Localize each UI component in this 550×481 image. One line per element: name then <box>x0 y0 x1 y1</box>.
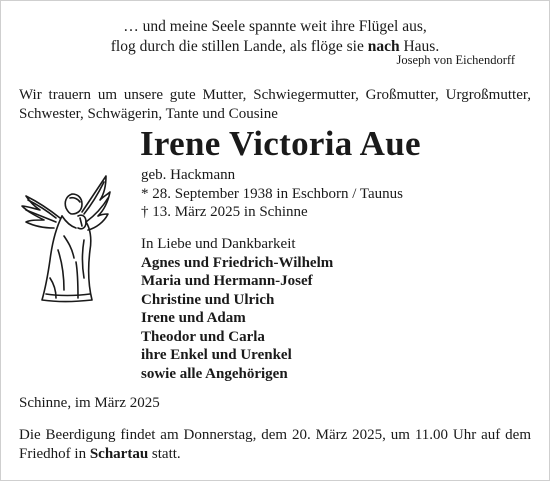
funeral-line-1: Die Beerdigung findet am Donnerstag, dem 20. März 2025, um 11.00 Uhr auf dem <box>19 427 531 443</box>
mourner-line: Christine und Ulrich <box>141 291 275 308</box>
mourner-line: ihre Enkel und Urenkel <box>141 347 292 363</box>
mourners-list <box>141 235 333 383</box>
deceased-name: Irene Victoria Aue <box>140 124 421 163</box>
funeral-line-2-end: statt. <box>148 446 181 462</box>
praying-angel-icon <box>20 166 112 306</box>
birth-date: * 28. September 1938 in Eschborn / Taunus <box>141 185 403 202</box>
funeral-line-2-start: Friedhof in <box>19 446 90 462</box>
funeral-line-2 <box>19 445 531 464</box>
mourner-line: Theodor und Carla <box>141 328 265 345</box>
mourner-line: Agnes und Friedrich-Wilhelm <box>141 254 334 271</box>
mourner-line: Maria und Hermann-Josef <box>141 273 313 289</box>
poem-line-2-start: flog durch die stillen Lande, als flöge sie <box>110 38 368 55</box>
poem-line-2-end: Haus. <box>399 38 440 55</box>
intro-line-2: Schwester, Schwägerin, Tante und Cousine <box>19 105 278 122</box>
intro-text <box>19 86 531 123</box>
poem <box>0 17 550 57</box>
poem-author: Joseph von Eichendorff <box>396 53 515 67</box>
death-date: † 13. März 2025 in Schinne <box>141 204 308 220</box>
funeral-place: Schartau <box>89 446 149 462</box>
poem-line-1: … und meine Seele spannte weit ihre Flügel aus, <box>123 18 427 35</box>
mourner-line: sowie alle Angehörigen <box>141 365 288 382</box>
poem-line-2-bold: nach <box>367 38 400 55</box>
mourner-line: Irene und Adam <box>141 310 246 326</box>
place-date: Schinne, im März 2025 <box>19 395 160 411</box>
mourners-heading: In Liebe und Dankbarkeit <box>141 236 296 252</box>
birth-name: geb. Hackmann <box>141 167 236 183</box>
intro-line-1: Wir trauern um unsere gute Mutter, Schwiegermutter, Großmutter, Urgroßmutter, <box>19 87 531 103</box>
funeral-info <box>19 426 531 464</box>
deceased-details <box>141 166 403 222</box>
